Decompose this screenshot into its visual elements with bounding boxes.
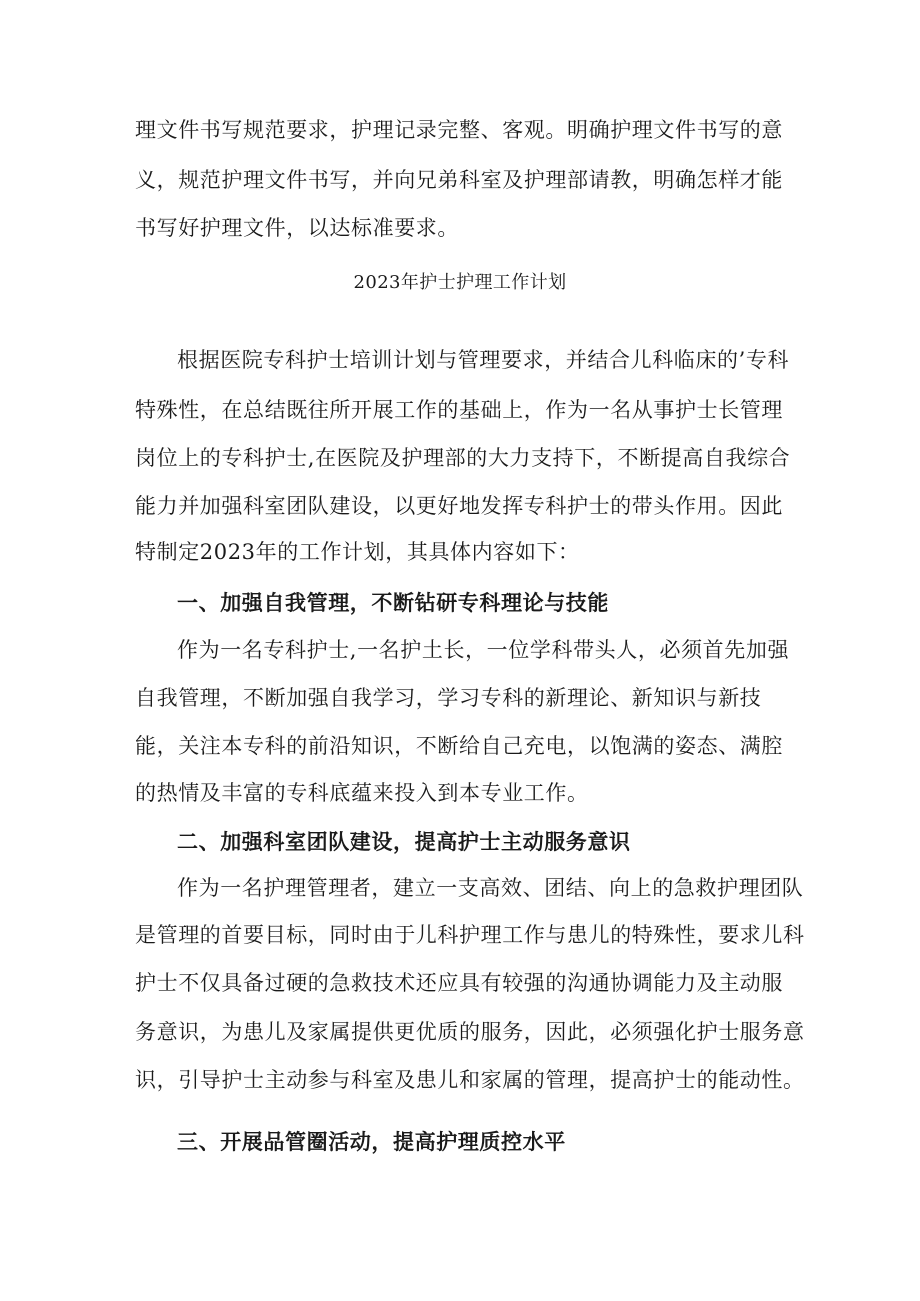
document-title: 2023年护士护理工作计划	[353, 272, 567, 293]
paragraph-line: 护士不仅具备过硬的急救技术还应具有较强的沟通协调能力及主动服	[135, 971, 783, 995]
paragraph-line: 岗位上的专科护士,在医院及护理部的大力支持下，不断提高自我综合	[135, 446, 791, 470]
paragraph-line: 是管理的首要目标，同时由于儿科护理工作与患儿的特殊性，要求儿科	[135, 923, 805, 947]
paragraph-line: 的热情及丰富的专科底蕴来投入到本专业工作。	[135, 781, 589, 805]
paragraph-line: 作为一名护理管理者，建立一支高效、团结、向上的急救护理团队	[177, 876, 804, 900]
paragraph-line: 识，引导护士主动参与科室及患儿和家属的管理，提高护士的能动性。	[135, 1068, 805, 1092]
paragraph-line: 能力并加强科室团队建设，以更好地发挥专科护士的带头作用。因此	[135, 494, 783, 518]
paragraph-line: 特制定2023年的工作计划，其具体内容如下：	[135, 540, 580, 564]
paragraph-line: 作为一名专科护士,一名护土长，一位学科带头人，必须首先加强	[177, 638, 790, 662]
intro-line: 义，规范护理文件书写，并向兄弟科室及护理部请教，明确怎样才能	[135, 168, 783, 192]
paragraph-line: 自我管理，不断加强自我学习，学习专科的新理论、新知识与新技	[135, 686, 762, 710]
paragraph-line: 能，关注本专科的前沿知识，不断给自己充电，以饱满的姿态、满腔	[135, 734, 783, 758]
paragraph-line: 特殊性，在总结既往所开展工作的基础上，作为一名从事护士长管理	[135, 398, 783, 422]
paragraph-line: 务意识，为患儿及家属提供更优质的服务，因此，必须强化护士服务意	[135, 1020, 805, 1044]
section-heading: 二、加强科室团队建设，提高护士主动服务意识	[177, 829, 631, 854]
section-heading: 三、开展品管圈活动，提高护理质控水平	[177, 1129, 566, 1154]
section-heading: 一、加强自我管理，不断钻研专科理论与技能	[177, 590, 609, 615]
intro-line: 理文件书写规范要求，护理记录完整、客观。明确护理文件书写的意	[135, 118, 783, 142]
paragraph-line: 根据医院专科护士培训计划与管理要求，并结合儿科临床的’专科	[177, 348, 790, 372]
intro-line: 书写好护理文件，以达标准要求。	[135, 216, 459, 240]
